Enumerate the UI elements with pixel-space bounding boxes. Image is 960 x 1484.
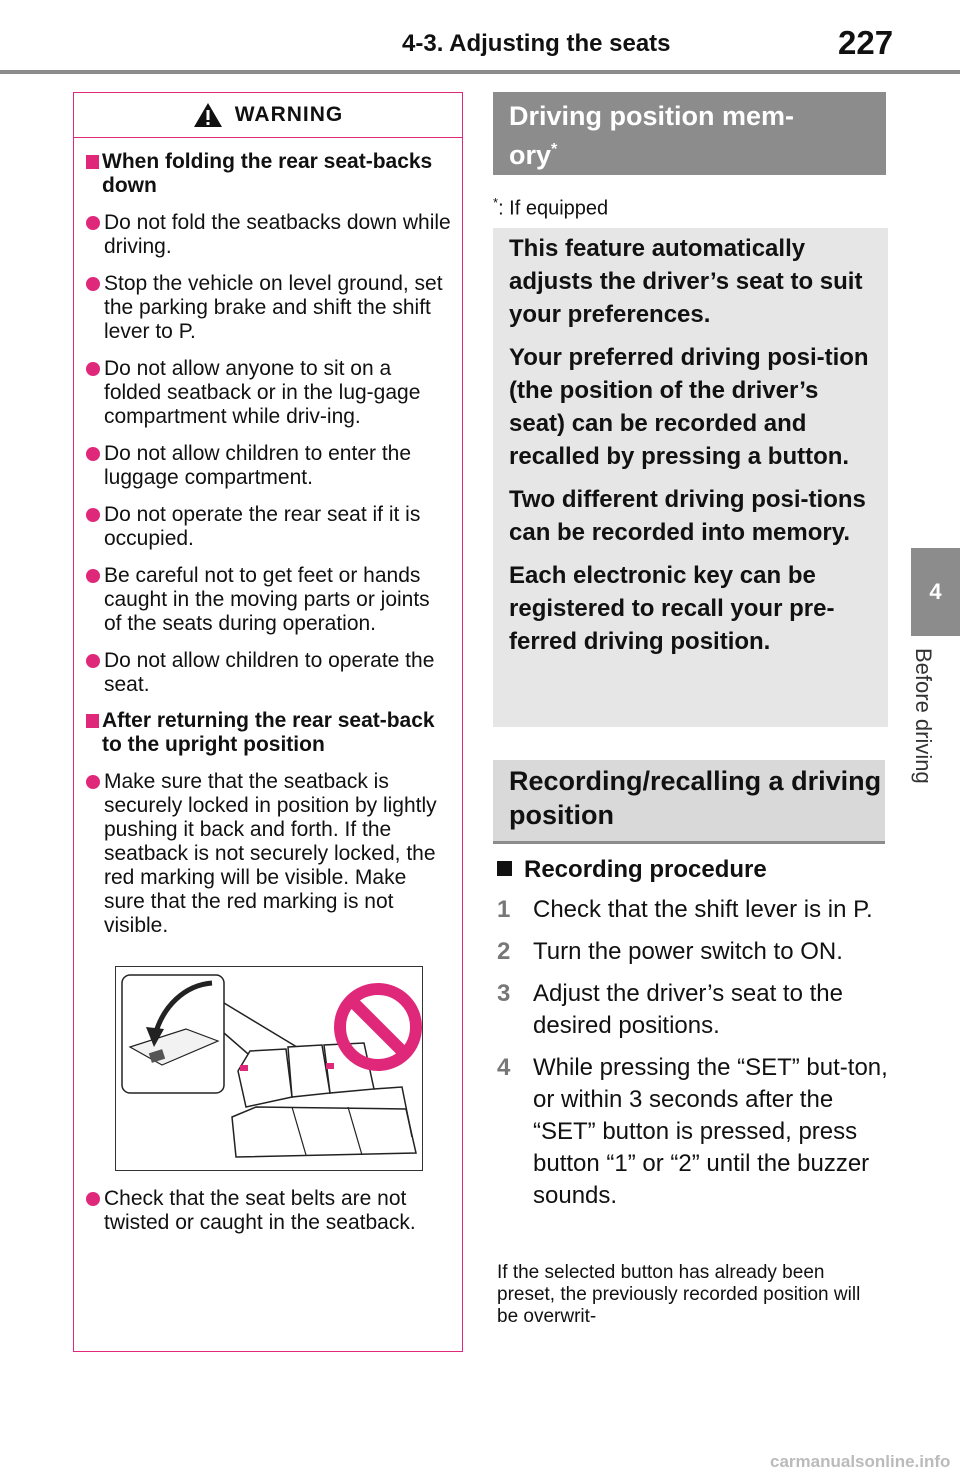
procedure-step [497,1052,892,1212]
intro-paragraph: Two different driving posi-tions can be recorded into memory. [509,486,866,546]
section-header-driving-position-memory [493,92,886,175]
section2-title: Recording/recalling a driving position [509,766,882,830]
chapter-label: Before driving [911,648,936,784]
warning-box [73,92,463,1352]
section-title-line1: Driving position mem- [509,101,795,131]
chapter-tab [911,548,960,636]
header-title: 4-3. Adjusting the seats [402,30,671,57]
warning-bullet: Be careful not to get feet or hands caught in the moving parts or joints of the seats during operation. [86,564,452,636]
warning-triangle-icon [193,102,223,128]
section-header-recording [493,760,885,844]
warning-bullet: Do not operate the rear seat if it is occupied. [86,503,452,551]
step-text: Turn the power switch to ON. [533,938,843,965]
watermark: carmanualsonline.info [770,1452,951,1471]
warning-bullet: Make sure that the seatback is securely locked in position by lightly pushing it back and forth. If the seatback is not securely locked, the red marking will be visible. Make sure that the red marking is not visible. [86,770,452,938]
intro-paragraph: Each electronic key can be registered to recall your pre-ferred driving position. [509,562,835,655]
procedure-step [497,936,892,968]
warning-title: WARNING [234,103,344,126]
warning-heading: After returning the rear seat-back to the upright position [86,709,452,757]
warning-bullet: Do not allow anyone to sit on a folded seatback or in the lug-gage compartment while driv-ing. [86,357,452,429]
warning-bullet: Do not allow children to operate the seat. [86,649,452,697]
procedure-steps [497,894,892,1222]
step-number: 4 [497,1054,511,1081]
step-number: 3 [497,980,511,1007]
warning-bullet: Do not fold the seatbacks down while driving. [86,211,452,259]
warning-bullet: Check that the seat belts are not twisted or caught in the seatback. [86,1187,452,1235]
step-number: 1 [497,896,511,923]
procedure-step [497,894,892,926]
intro-box [493,228,888,727]
procedure-heading: Recording procedure [497,856,767,884]
procedure-step [497,978,892,1042]
warning-header [74,93,462,138]
warning-bullet: Do not allow children to enter the luggage compartment. [86,442,452,490]
rear-seat-illustration [116,967,422,1170]
intro-paragraph: Your preferred driving posi-tion (the position of the driver’s seat) can be recorded and recalled by pressing a button. [509,344,869,470]
step-text: Adjust the driver’s seat to the desired positions. [533,980,843,1039]
step-text: Check that the shift lever is in P. [533,896,873,923]
intro-paragraph: This feature automatically adjusts the driver’s seat to suit your preferences. [509,235,863,328]
page-number: 227 [838,24,894,61]
step-number: 2 [497,938,511,965]
warning-bullet: Stop the vehicle on level ground, set the parking brake and shift the shift lever to P. [86,272,452,344]
procedure-note: If the selected button has already been preset, the previously recorded position will be overwrit- [497,1262,861,1327]
header-rule [0,70,960,74]
section-title-line2: ory* [509,140,558,170]
step-text: While pressing the “SET” but-ton, or within 3 seconds after the “SET” button is pressed, press button “1” or “2” until the buzzer sounds. [533,1054,888,1209]
warning-heading: When folding the rear seat-backs down [86,150,452,198]
warning-content [74,150,462,1235]
footnote: *: If equipped [493,195,609,220]
chapter-number: 4 [929,579,942,604]
seat-illustration [115,966,423,1171]
asterisk: * [551,141,558,158]
